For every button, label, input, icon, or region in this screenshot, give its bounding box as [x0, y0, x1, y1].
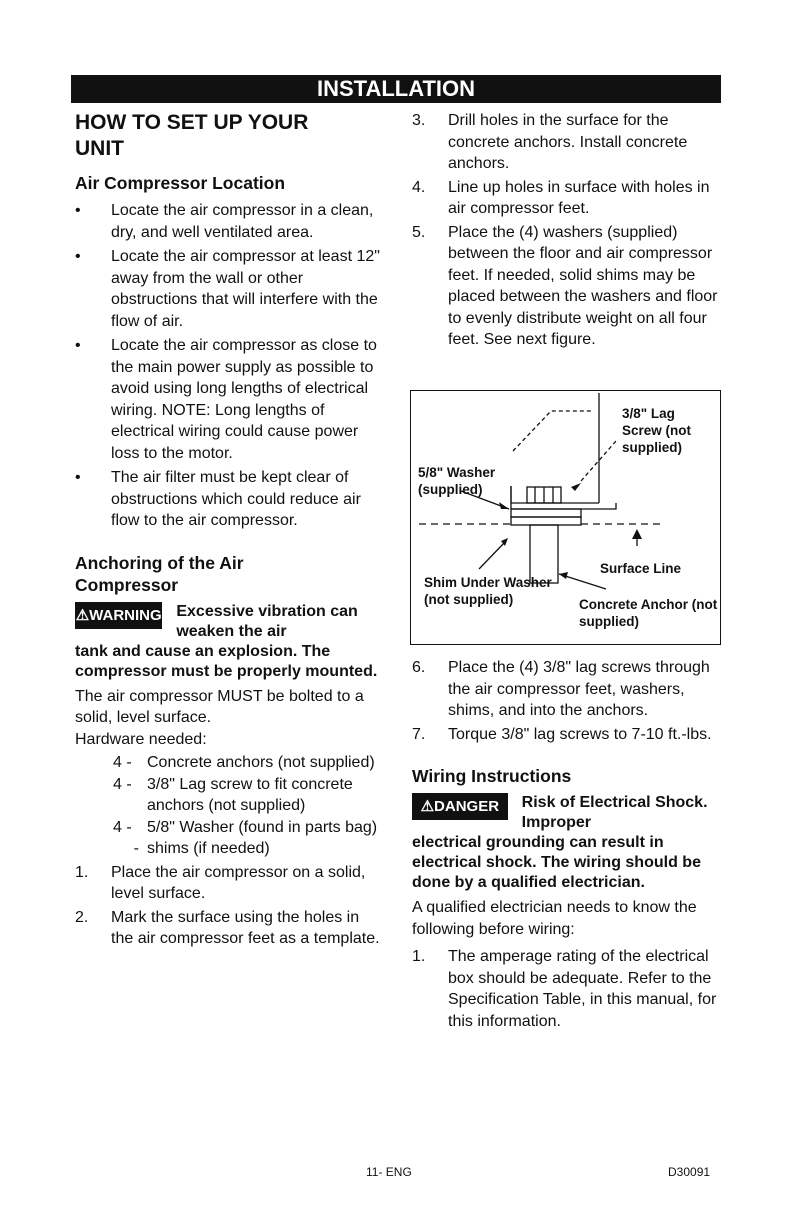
- right-column: [412, 110, 722, 353]
- surface-line-label: Surface Line: [600, 561, 682, 576]
- step-item: 3. Drill holes in the surface for the concrete anchors. Install concrete anchors.: [412, 112, 688, 172]
- danger-text-continued: electrical grounding can result in electrical shock. The wiring should be done by a qualified electrician.: [412, 834, 701, 891]
- shim-label: Shim Under Washer (not supplied): [424, 575, 552, 607]
- concrete-anchor-label: Concrete Anchor (not supplied): [579, 597, 718, 629]
- warning-text: Excessive vibration can weaken the air: [176, 602, 358, 640]
- step-item: 7. Torque 3/8" lag screws to 7-10 ft.-lbs.: [412, 725, 712, 743]
- washer-label: 5/8" Washer (supplied): [418, 465, 496, 497]
- step-item: 1. The amperage rating of the electrical box should be adequate. Refer to the Specification Table, in this manual, for this information.: [412, 948, 717, 1030]
- hardware-item: 4 - 3/8" Lag screw to fit concrete anchors (not supplied): [113, 775, 353, 814]
- anchor-figure: [410, 390, 721, 645]
- hardware-item: 4 - Concrete anchors (not supplied): [113, 754, 375, 771]
- bullet-item: • The air filter must be kept clear of obstructions which could reduce air flow to the air compressor.: [75, 469, 361, 529]
- location-heading: Air Compressor Location: [75, 173, 286, 193]
- hardware-item: - shims (if needed): [133, 840, 270, 857]
- bullet-item: • Locate the air compressor in a clean, dry, and well ventilated area.: [75, 202, 374, 241]
- page-title: HOW TO SET UP YOUR UNIT: [75, 111, 309, 160]
- left-column: [75, 110, 385, 952]
- step-item: 5. Place the (4) washers (supplied) between the floor and air compressor feet. If needed, solid shims may be placed between the washers and floor to evenly distribute weight on all four feet. See next figure.: [412, 223, 718, 348]
- warning-text-continued: tank and cause an explosion. The compressor must be properly mounted.: [75, 642, 378, 680]
- right-column-lower: [412, 657, 722, 1034]
- lag-screw-label: 3/8" Lag Screw (not supplied): [622, 406, 692, 455]
- bolted-text: The air compressor MUST be bolted to a solid, level surface.: [75, 687, 364, 726]
- wiring-heading: Wiring Instructions: [412, 766, 572, 786]
- warning-alert: [75, 602, 385, 642]
- bullet-item: • Locate the air compressor at least 12" away from the wall or other obstructions that will interfere with the flow of air.: [75, 248, 380, 330]
- danger-text: Risk of Electrical Shock. Improper: [521, 794, 708, 831]
- bullet-item: • Locate the air compressor as close to the main power supply as possible to avoid using long lengths of electrical wiring. NOTE: Long lengths of electrical wiring could cause power loss to the motor.: [75, 337, 377, 462]
- section-banner: INSTALLATION: [71, 75, 721, 103]
- document-code: D30091: [668, 1165, 711, 1179]
- danger-badge: ⚠DANGER: [412, 793, 508, 820]
- step-item: 6. Place the (4) 3/8" lag screws through the air compressor feet, washers, shims, and into the anchors.: [412, 659, 710, 719]
- warning-badge: ⚠WARNING: [75, 602, 162, 629]
- hardware-item: 4 - 5/8" Washer (found in parts bag): [113, 818, 378, 836]
- electrician-text: A qualified electrician needs to know the following before wiring:: [412, 899, 697, 938]
- step-item: 4. Line up holes in surface with holes in air compressor feet.: [412, 178, 710, 217]
- hardware-label: Hardware needed:: [75, 730, 207, 748]
- danger-alert: [412, 793, 722, 833]
- page-number: 11- ENG: [366, 1165, 412, 1179]
- step-item: 1. Place the air compressor on a solid, level surface.: [75, 863, 366, 902]
- step-item: 2. Mark the surface using the holes in the air compressor feet as a template.: [75, 908, 380, 947]
- anchoring-heading: Anchoring of the Air Compressor: [75, 552, 244, 595]
